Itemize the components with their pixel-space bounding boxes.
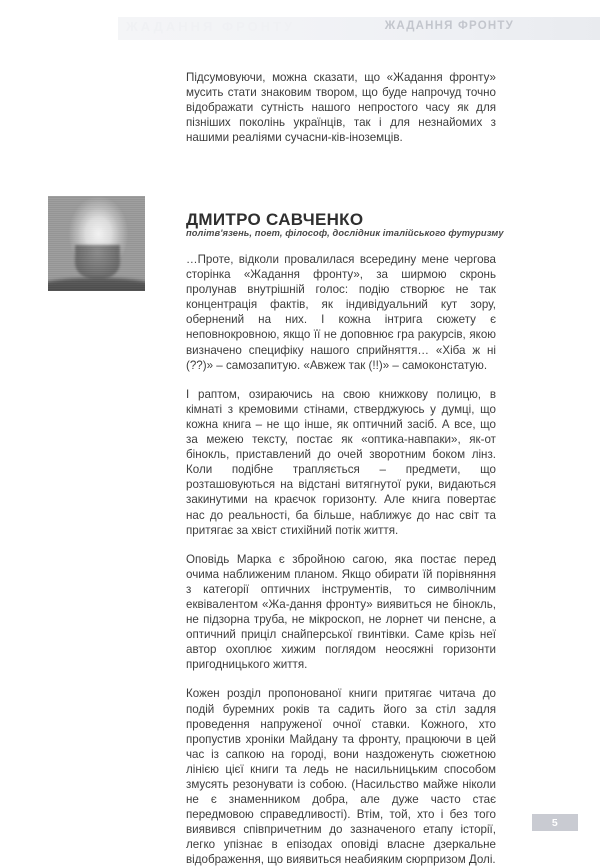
- portrait-grain-overlay: [48, 196, 145, 291]
- running-head-title: ЖАДАННЯ ФРОНТУ: [384, 20, 514, 32]
- author-name-heading: ДМИТРО САВЧЕНКО: [186, 210, 364, 230]
- running-head-band: [118, 17, 600, 40]
- body-paragraph: Кожен розділ пропонованої книги притягає читача до подій буремних років та садить його за стіл задля проведення напруженої очної ставки. Кожного, хто пропустив хроніки Майдану та фронту, працюючи в цей час із сапкою на городі, вони наздоженуть сюжетною лінією цієї книги та ледь не насильницьким способом змусять резонувати із собою. (Насильство майже ніколи не є знаменником добра, але дуже часто стає передмовою справедливості). Втім, той, хто і без того виявився співпричетним до зазначеного етапу історії, легко упізнає в епізодах оповіді власне дзеркальне відображення, що виявиться неабияким сюрпризом Долі.: [186, 687, 496, 867]
- band-watermark-text: ЖАДАННЯ ФРОНТУ: [126, 19, 296, 34]
- author-role-subtitle: політв'язень, поет, філософ, дослідник італійського футуризму: [186, 228, 504, 238]
- body-paragraph: Оповідь Марка є збройною сагою, яка постає перед очима наближеним планом. Якщо обирати їй порівняння з категорії оптичних інструментів, то символічним еквівалентом «Жа-дання фронту» виявиться не бінокль, не підзорна труба, не мікроскоп, не лорнет чи пенсне, а оптичний приціл снайперської гвинтівки. Саме крізь неї автор охоплює хижим поглядом неосяжні горизонти пригодницького життя.: [186, 552, 496, 672]
- page-number-badge: [532, 814, 578, 831]
- body-paragraph: І раптом, озираючись на свою книжкову полицю, в кімнаті з кремовими стінами, стверджуюсь у думці, що кожна книга – не що інше, як оптичний засіб. А все, що за межею тексту, постає як «оптика-навпаки», як-от бінокль, приставлений до очей зворотним боком лінз. Коли подібне трапляється – предмети, що розташовуються на відстані витягнутої руки, видаються закинутими на краєчок горизонту. Але книга повертає нас до реальності, ба більше, наближує до нас світ та притягає за хвіст стихійний потік життя.: [186, 387, 496, 537]
- author-portrait-photo: [48, 196, 145, 291]
- body-paragraph: …Проте, відколи провалилася всередину мене чергова сторінка «Жадання фронту», за ширмою скронь пролунав внутрішній голос: подію створює не так концентрація фактів, як індивідуальний кут зору, обернений на них. І кожна інтрига сюжету є неповнокровною, якщо її не доповнює гра ракурсів, якою визначено специфіку нашого сприйняття… «Хіба ж ні (??)» – самозапитую. «Авжеж так (!!)» – самоконстатую.: [186, 253, 496, 372]
- page-number-value: 5: [551, 816, 559, 829]
- body-text-column: [186, 252, 496, 868]
- intro-paragraph: Підсумовуючи, можна сказати, що «Жадання фронту» мусить стати знаковим твором, що буде напрочуд точно відображати сутність нашого непростого часу як для пізніших поколінь українців, так і для незнайомих з нашими реаліями сучасни-ків-іноземців.: [186, 71, 496, 145]
- intro-text-column: [186, 70, 496, 145]
